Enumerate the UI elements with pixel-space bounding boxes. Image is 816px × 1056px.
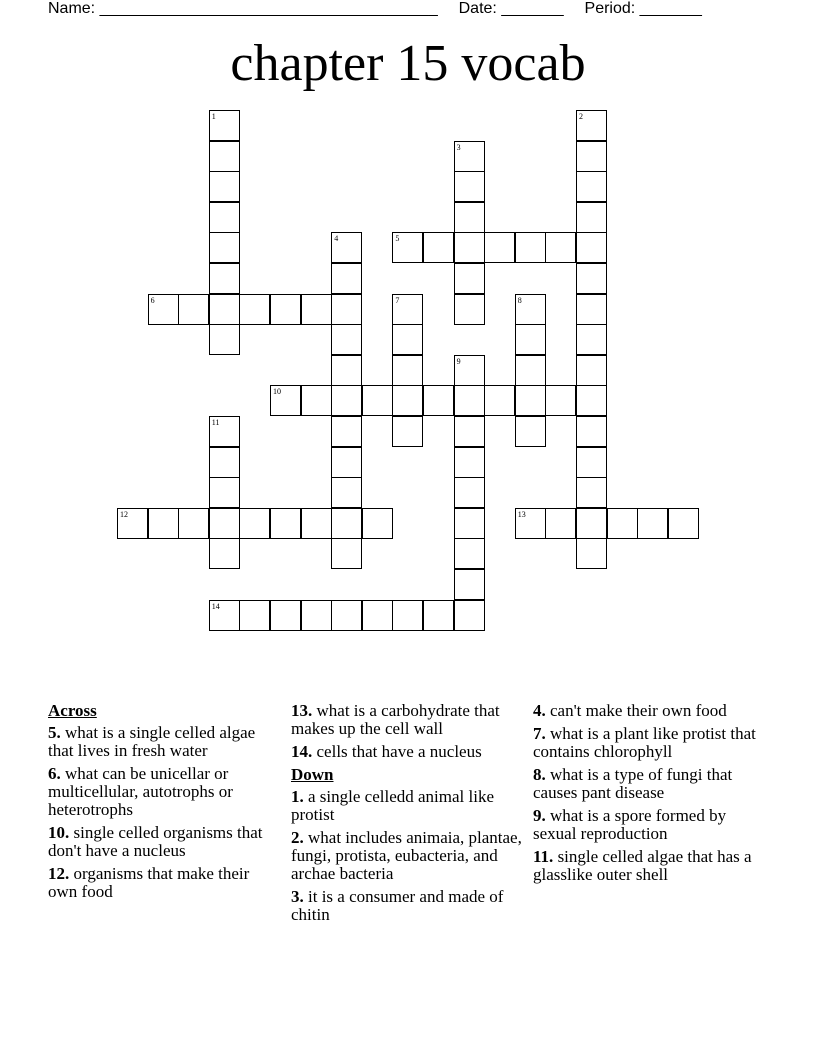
- crossword-cell[interactable]: [148, 508, 179, 539]
- crossword-cell[interactable]: [515, 294, 546, 325]
- crossword-cell[interactable]: [209, 232, 240, 263]
- crossword-cell[interactable]: [392, 600, 423, 631]
- clue-column-3: [533, 702, 769, 889]
- crossword-cell[interactable]: [576, 508, 607, 539]
- clue-item-number: 9.: [533, 806, 546, 825]
- clue-item-number: 10.: [48, 823, 70, 842]
- crossword-cell[interactable]: [515, 324, 546, 355]
- clue-number: 13: [517, 509, 526, 519]
- clue-item-text: a single celledd animal like protist: [291, 787, 494, 824]
- clue-item: [533, 725, 769, 761]
- crossword-cell[interactable]: [392, 385, 423, 416]
- crossword-cell[interactable]: [515, 355, 546, 386]
- crossword-cell[interactable]: [392, 294, 423, 325]
- clue-number: 6: [150, 295, 155, 305]
- crossword-cell[interactable]: [362, 508, 393, 539]
- crossword-cell[interactable]: [454, 355, 485, 386]
- crossword-cell[interactable]: [239, 508, 270, 539]
- crossword-cell[interactable]: [576, 110, 607, 141]
- crossword-cell[interactable]: [454, 171, 485, 202]
- crossword-cell[interactable]: [454, 294, 485, 325]
- crossword-cell[interactable]: [515, 416, 546, 447]
- clue-item-text: what is a spore formed by sexual reproduction: [533, 806, 727, 843]
- clue-item-number: 5.: [48, 723, 61, 742]
- crossword-cell[interactable]: [454, 385, 485, 416]
- crossword-cell[interactable]: [270, 385, 301, 416]
- clue-item-text: cells that have a nucleus: [312, 742, 482, 761]
- clue-item-number: 6.: [48, 764, 61, 783]
- crossword-cell[interactable]: [209, 416, 240, 447]
- crossword-cell[interactable]: [454, 538, 485, 569]
- clue-item: [291, 888, 523, 924]
- crossword-cell[interactable]: [576, 416, 607, 447]
- page-title: chapter 15 vocab: [230, 35, 586, 92]
- crossword-cell[interactable]: [117, 508, 148, 539]
- clue-item-number: 14.: [291, 742, 313, 761]
- clue-number: 5: [395, 234, 400, 244]
- clue-item-text: can't make their own food: [545, 701, 727, 720]
- crossword-cell[interactable]: [301, 508, 332, 539]
- crossword-cell[interactable]: [331, 416, 362, 447]
- clue-number: 4: [334, 234, 339, 244]
- crossword-cell[interactable]: [576, 232, 607, 263]
- clue-item: [291, 702, 523, 738]
- clue-item: [291, 743, 523, 761]
- crossword-cell[interactable]: [545, 508, 576, 539]
- clue-column-2: [291, 702, 523, 929]
- name-blank[interactable]: ______________________________________: [99, 0, 438, 17]
- crossword-cell[interactable]: [668, 508, 699, 539]
- crossword-cell[interactable]: [454, 202, 485, 233]
- crossword-cell[interactable]: [331, 477, 362, 508]
- clue-item: [291, 829, 523, 883]
- crossword-cell[interactable]: [576, 447, 607, 478]
- date-blank[interactable]: _______: [501, 0, 564, 17]
- crossword-cell[interactable]: [209, 171, 240, 202]
- clue-number: 14: [211, 601, 220, 611]
- clue-item-text: what is a plant like protist that contains chlorophyll: [533, 724, 756, 761]
- clue-number: 1: [211, 112, 216, 121]
- crossword-cell[interactable]: [209, 110, 240, 141]
- clue-number: 12: [120, 509, 128, 519]
- crossword-cell[interactable]: [576, 202, 607, 233]
- clue-item-number: 13.: [291, 701, 313, 720]
- crossword-cell[interactable]: [331, 600, 362, 631]
- date-label: Date:: [458, 0, 502, 17]
- period-blank[interactable]: _______: [639, 0, 702, 17]
- crossword-cell[interactable]: [362, 385, 393, 416]
- crossword-cell[interactable]: [209, 141, 240, 172]
- crossword-cell[interactable]: [392, 232, 423, 263]
- clue-item: [533, 702, 769, 720]
- clue-item-number: 12.: [48, 864, 70, 883]
- clue-item-text: what can be unicellar or multicellular, autotrophs or heterotrophs: [48, 764, 233, 819]
- crossword-cell[interactable]: [454, 232, 485, 263]
- crossword-cell[interactable]: [301, 294, 332, 325]
- crossword-cell[interactable]: [178, 294, 209, 325]
- crossword-cell[interactable]: [454, 508, 485, 539]
- crossword-cell[interactable]: [423, 600, 454, 631]
- clue-item: [48, 724, 280, 760]
- crossword-cell[interactable]: [331, 447, 362, 478]
- clue-item-text: what is a single celled algae that lives in fresh water: [48, 723, 256, 760]
- crossword-cell[interactable]: [454, 263, 485, 294]
- crossword-cell[interactable]: [331, 294, 362, 325]
- clue-item: [533, 848, 769, 884]
- crossword-cell[interactable]: [331, 263, 362, 294]
- crossword-cell[interactable]: [576, 171, 607, 202]
- clue-item-number: 8.: [533, 765, 546, 784]
- crossword-cell[interactable]: [515, 385, 546, 416]
- crossword-cell[interactable]: [423, 232, 454, 263]
- clue-item-text: single celled algae that has a glasslike outer shell: [533, 847, 752, 884]
- clue-item-text: what includes animaia, plantae, fungi, protista, eubacteria, and archae bacteria: [291, 828, 522, 883]
- clue-item-number: 7.: [533, 724, 546, 743]
- clue-item-text: what is a type of fungi that causes pant disease: [533, 765, 733, 802]
- crossword-cell[interactable]: [209, 508, 240, 539]
- crossword-cell[interactable]: [239, 294, 270, 325]
- crossword-cell[interactable]: [331, 324, 362, 355]
- crossword-cell[interactable]: [331, 538, 362, 569]
- crossword-cell[interactable]: [301, 600, 332, 631]
- across-heading: Across: [48, 701, 97, 720]
- clue-number: 2: [579, 112, 583, 121]
- crossword-cell[interactable]: [454, 141, 485, 172]
- crossword-cell[interactable]: [239, 600, 270, 631]
- crossword-cell[interactable]: [209, 202, 240, 233]
- crossword-cell[interactable]: [576, 355, 607, 386]
- clue-item: [533, 766, 769, 802]
- clue-item-number: 1.: [291, 787, 304, 806]
- crossword-cell[interactable]: [331, 232, 362, 263]
- clue-item: [291, 788, 523, 824]
- clue-item-number: 2.: [291, 828, 304, 847]
- clue-number: 3: [456, 142, 461, 152]
- crossword-cell[interactable]: [331, 355, 362, 386]
- crossword-cell[interactable]: [576, 294, 607, 325]
- clue-item-text: it is a consumer and made of chitin: [291, 887, 504, 924]
- crossword-cell[interactable]: [484, 232, 515, 263]
- crossword-cell[interactable]: [209, 600, 240, 631]
- crossword-cell[interactable]: [637, 508, 668, 539]
- crossword-cell[interactable]: [392, 324, 423, 355]
- crossword-cell[interactable]: [270, 600, 301, 631]
- down-heading: Down: [291, 765, 334, 784]
- clue-number: 10: [273, 387, 281, 397]
- crossword-cell[interactable]: [209, 263, 240, 294]
- clue-item: [48, 765, 280, 819]
- crossword-cell[interactable]: [576, 324, 607, 355]
- clue-item: [533, 807, 769, 843]
- crossword-cell[interactable]: [545, 385, 576, 416]
- crossword-cell[interactable]: [545, 232, 576, 263]
- clue-item-number: 11.: [533, 847, 554, 866]
- crossword-cell[interactable]: [454, 416, 485, 447]
- crossword-cell[interactable]: [301, 385, 332, 416]
- crossword-cell[interactable]: [454, 600, 485, 631]
- crossword-cell[interactable]: [362, 600, 393, 631]
- clue-number: 7: [395, 295, 400, 305]
- clue-number: 8: [517, 295, 522, 305]
- clue-item-number: 4.: [533, 701, 546, 720]
- clue-item: [48, 865, 280, 901]
- crossword-cell[interactable]: [209, 538, 240, 569]
- clue-number: 9: [456, 356, 461, 366]
- crossword-cell[interactable]: [454, 569, 485, 600]
- clue-item-number: 3.: [291, 887, 304, 906]
- crossword-cell[interactable]: [576, 477, 607, 508]
- clue-item: [48, 824, 280, 860]
- crossword-cell[interactable]: [454, 447, 485, 478]
- clue-number: 11: [211, 418, 220, 427]
- crossword-cell[interactable]: [331, 508, 362, 539]
- crossword-cell[interactable]: [454, 477, 485, 508]
- clue-item-text: organisms that make their own food: [48, 864, 250, 901]
- crossword-cell[interactable]: [423, 385, 454, 416]
- crossword-cell[interactable]: [209, 294, 240, 325]
- crossword-cell[interactable]: [270, 508, 301, 539]
- crossword-cell[interactable]: [515, 508, 546, 539]
- crossword-cell[interactable]: [576, 385, 607, 416]
- crossword-cell[interactable]: [331, 385, 362, 416]
- crossword-cell[interactable]: [576, 141, 607, 172]
- crossword-cell[interactable]: [209, 477, 240, 508]
- crossword-cell[interactable]: [392, 355, 423, 386]
- crossword-cell[interactable]: [178, 508, 209, 539]
- crossword-cell[interactable]: [392, 416, 423, 447]
- period-label: Period:: [584, 0, 640, 17]
- crossword-cell[interactable]: [515, 232, 546, 263]
- crossword-cell[interactable]: [576, 263, 607, 294]
- crossword-cell[interactable]: [270, 294, 301, 325]
- clue-item-text: what is a carbohydrate that makes up the cell wall: [291, 701, 500, 738]
- crossword-cell[interactable]: [576, 538, 607, 569]
- name-label: Name:: [48, 0, 100, 17]
- crossword-cell[interactable]: [209, 447, 240, 478]
- crossword-cell[interactable]: [148, 294, 179, 325]
- clue-item-text: single celled organisms that don't have a nucleus: [48, 823, 263, 860]
- clue-column-1: [48, 702, 280, 906]
- crossword-cell[interactable]: [607, 508, 638, 539]
- crossword-cell[interactable]: [484, 385, 515, 416]
- crossword-cell[interactable]: [209, 324, 240, 355]
